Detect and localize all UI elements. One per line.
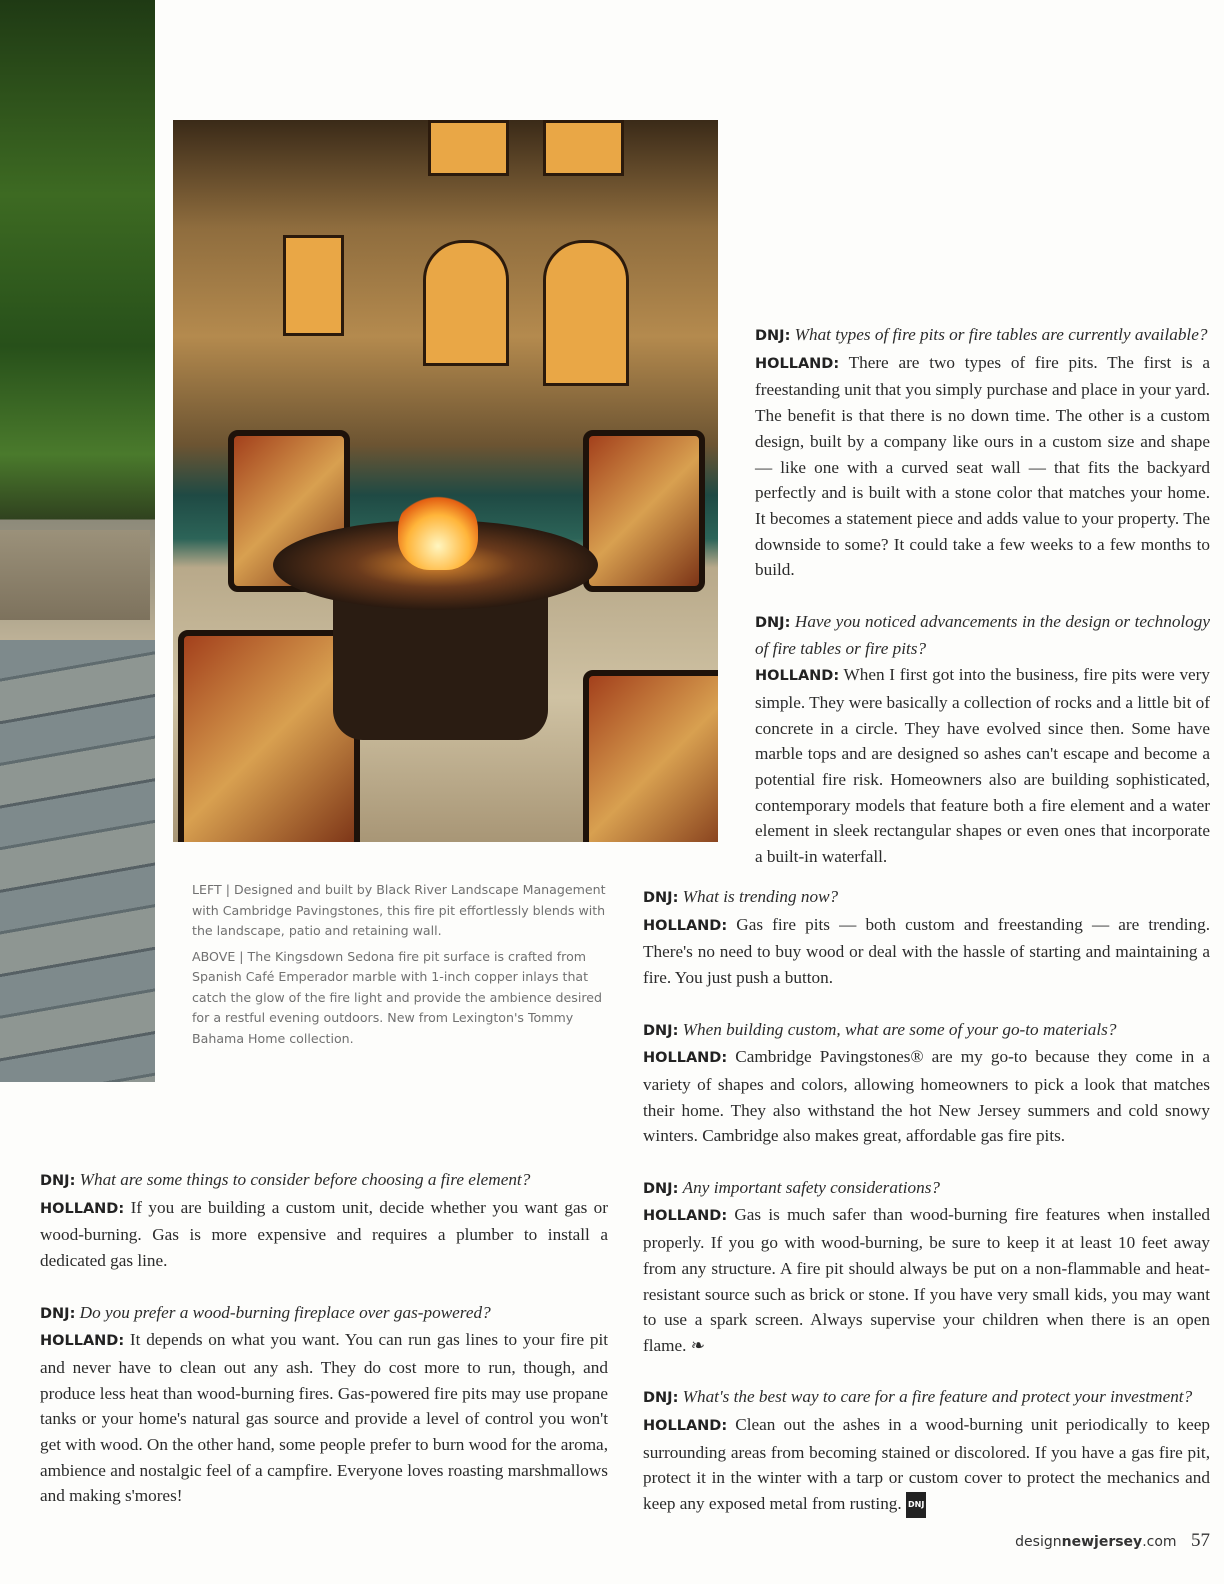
window bbox=[428, 120, 509, 176]
flame bbox=[398, 490, 478, 570]
interviewer-label: DNJ: bbox=[40, 1305, 76, 1322]
interviewer-label: DNJ: bbox=[643, 890, 679, 906]
question-text: What's the best way to care for a fire feature and protect your investment? bbox=[682, 1387, 1193, 1407]
answer-text: Gas is much safer than wood-burning fire features when installed properly. If you go with wood-burning, be sure to keep it at least 10 feet away from any structure. A fire pit should always be put on a non-flammable and heat-resistant source such as brick or stone. If you have very small kids, you may want to use a spark screen. Always supervise your children when there is an open flame. ❧ bbox=[643, 1205, 1211, 1355]
question bbox=[643, 1017, 1210, 1045]
caption-left: LEFT | Designed and built by Black River Landscape Management with Cambridge Pavingstones, this fire pit effortlessly blends with the landscape, patio and retaining wall. bbox=[192, 882, 606, 938]
answer bbox=[643, 912, 1210, 991]
answer bbox=[643, 1044, 1210, 1149]
question-text: Have you noticed advancements in the design or technology of fire tables or fire pits? bbox=[755, 611, 1211, 659]
question bbox=[643, 1384, 1210, 1412]
site-url[interactable] bbox=[1015, 1534, 1176, 1550]
qa-block bbox=[643, 884, 1210, 991]
pavers bbox=[0, 640, 155, 1082]
question bbox=[755, 609, 1210, 662]
question bbox=[643, 1175, 1210, 1203]
end-mark: DNJ bbox=[906, 1492, 926, 1518]
column-right-bottom bbox=[643, 884, 1210, 1544]
question bbox=[643, 884, 1210, 912]
window bbox=[543, 120, 624, 176]
qa-block bbox=[40, 1167, 608, 1274]
qa-block bbox=[40, 1300, 608, 1510]
answer bbox=[40, 1195, 608, 1274]
answer bbox=[643, 1202, 1210, 1358]
answer bbox=[755, 350, 1210, 583]
url-suffix: .com bbox=[1142, 1534, 1177, 1550]
question-text: What is trending now? bbox=[682, 887, 839, 906]
question-text: Any important safety considerations? bbox=[682, 1177, 940, 1197]
patio-photo-left bbox=[0, 0, 155, 1082]
qa-block bbox=[755, 609, 1210, 870]
fire-table-photo bbox=[173, 120, 718, 842]
page-number: 57 bbox=[1191, 1530, 1210, 1551]
question bbox=[40, 1167, 608, 1195]
qa-block bbox=[755, 322, 1210, 583]
interviewer-label: DNJ: bbox=[643, 1180, 679, 1197]
answer-text: Clean out the ashes in a wood-burning unit periodically to keep surrounding areas from becoming stained or discolored. If you have a gas fire pit, protect it in the winter with a tarp or custom cover to protect the mechanics and keep any exposed metal from rusting. bbox=[643, 1415, 1210, 1514]
respondent-label: HOLLAND: bbox=[40, 1200, 125, 1217]
interviewer-label: DNJ: bbox=[755, 614, 791, 631]
respondent-label: HOLLAND: bbox=[643, 1418, 728, 1435]
chair bbox=[583, 670, 718, 842]
qa-block bbox=[643, 1017, 1210, 1150]
qa-block bbox=[643, 1175, 1210, 1359]
respondent-label: HOLLAND: bbox=[40, 1333, 125, 1350]
answer bbox=[643, 1412, 1210, 1518]
answer-text: When I first got into the business, fire pits were very simple. They were basically a collection of rocks and a little bit of concrete in a circle. They have evolved since then. Some have marble tops and are designed so ashes can't escape and become a potential fire risk. Homeowners also are building sophisticated, contemporary models that feature both a fire element and a water element in sleek rectangular shapes or even ones that incorporate a built-in waterfall. bbox=[755, 665, 1210, 867]
retaining-wall bbox=[0, 530, 150, 620]
question-text: Do you prefer a wood-burning fireplace over gas-powered? bbox=[79, 1302, 491, 1322]
answer bbox=[40, 1327, 608, 1509]
respondent-label: HOLLAND: bbox=[755, 668, 840, 685]
respondent-label: HOLLAND: bbox=[755, 355, 840, 372]
question bbox=[40, 1300, 608, 1328]
interviewer-label: DNJ: bbox=[755, 328, 791, 344]
interviewer-label: DNJ: bbox=[40, 1173, 76, 1189]
photo-captions bbox=[192, 880, 612, 1054]
respondent-label: HOLLAND: bbox=[643, 917, 728, 934]
url-prefix: design bbox=[1015, 1534, 1062, 1550]
answer-text: It depends on what you want. You can run gas lines to your fire pit and never have to clean out any ash. They do cost more to run, though, and produce less heat than wood-burning fires. Gas-powered fire pits may use propane tanks or your home's natural gas source and provide a level of control you won't get with wood. On the other hand, some people prefer to burn wood for the aroma, ambience and nostalgic feel of a campfire. Everyone loves roasting marshmallows and making s'mores! bbox=[40, 1330, 608, 1506]
caption-above: ABOVE | The Kingsdown Sedona fire pit surface is crafted from Spanish Café Emperador marble with 1-inch copper inlays that catch the glow of the fire light and provide the ambience desired for a restful evening outdoors. New from Lexington's Tommy Bahama Home collection. bbox=[192, 948, 602, 1046]
question-text: When building custom, what are some of your go-to materials? bbox=[682, 1019, 1117, 1039]
question-text: What are some things to consider before choosing a fire element? bbox=[79, 1170, 531, 1189]
chair bbox=[583, 430, 705, 592]
answer-text: Cambridge Pavingstones® are my go-to because they come in a variety of shapes and colors, allowing homeowners to pick a look that matches their home. They also withstand the hot New Jersey summers and cold snowy winters. Cambridge also makes great, affordable gas fire pits. bbox=[643, 1047, 1210, 1146]
window bbox=[423, 240, 509, 366]
respondent-label: HOLLAND: bbox=[643, 1050, 728, 1067]
qa-block bbox=[643, 1384, 1210, 1518]
url-bold: newjersey bbox=[1061, 1534, 1143, 1550]
window bbox=[283, 235, 344, 336]
answer bbox=[755, 662, 1210, 870]
question bbox=[755, 322, 1210, 350]
page-footer bbox=[1015, 1530, 1210, 1552]
answer-text: If you are building a custom unit, decide whether you want gas or wood-burning. Gas is more expensive and requires a plumber to install a dedicated gas line. bbox=[40, 1197, 608, 1271]
column-left-bottom bbox=[40, 1167, 608, 1535]
answer-text: There are two types of fire pits. The first is a freestanding unit that you simply purchase and place in your yard. The benefit is that there is no down time. The other is a custom design, built by a company like ours in a custom size and shape — like one with a curved seat wall — that fits the backyard perfectly and is built with a stone color that matches your home. It becomes a statement piece and adds value to your property. The downside to some? It could take a few weeks to a few months to build. bbox=[755, 352, 1210, 580]
column-right-top bbox=[755, 322, 1210, 895]
interviewer-label: DNJ: bbox=[643, 1390, 679, 1407]
interviewer-label: DNJ: bbox=[643, 1022, 679, 1039]
question-text: What types of fire pits or fire tables are currently available? bbox=[794, 325, 1208, 344]
window bbox=[543, 240, 629, 386]
respondent-label: HOLLAND: bbox=[643, 1208, 728, 1225]
answer-text: Gas fire pits — both custom and freestanding — are trending. There's no need to buy wood or deal with the hassle of starting and maintaining a fire. You just push a button. bbox=[643, 914, 1210, 988]
